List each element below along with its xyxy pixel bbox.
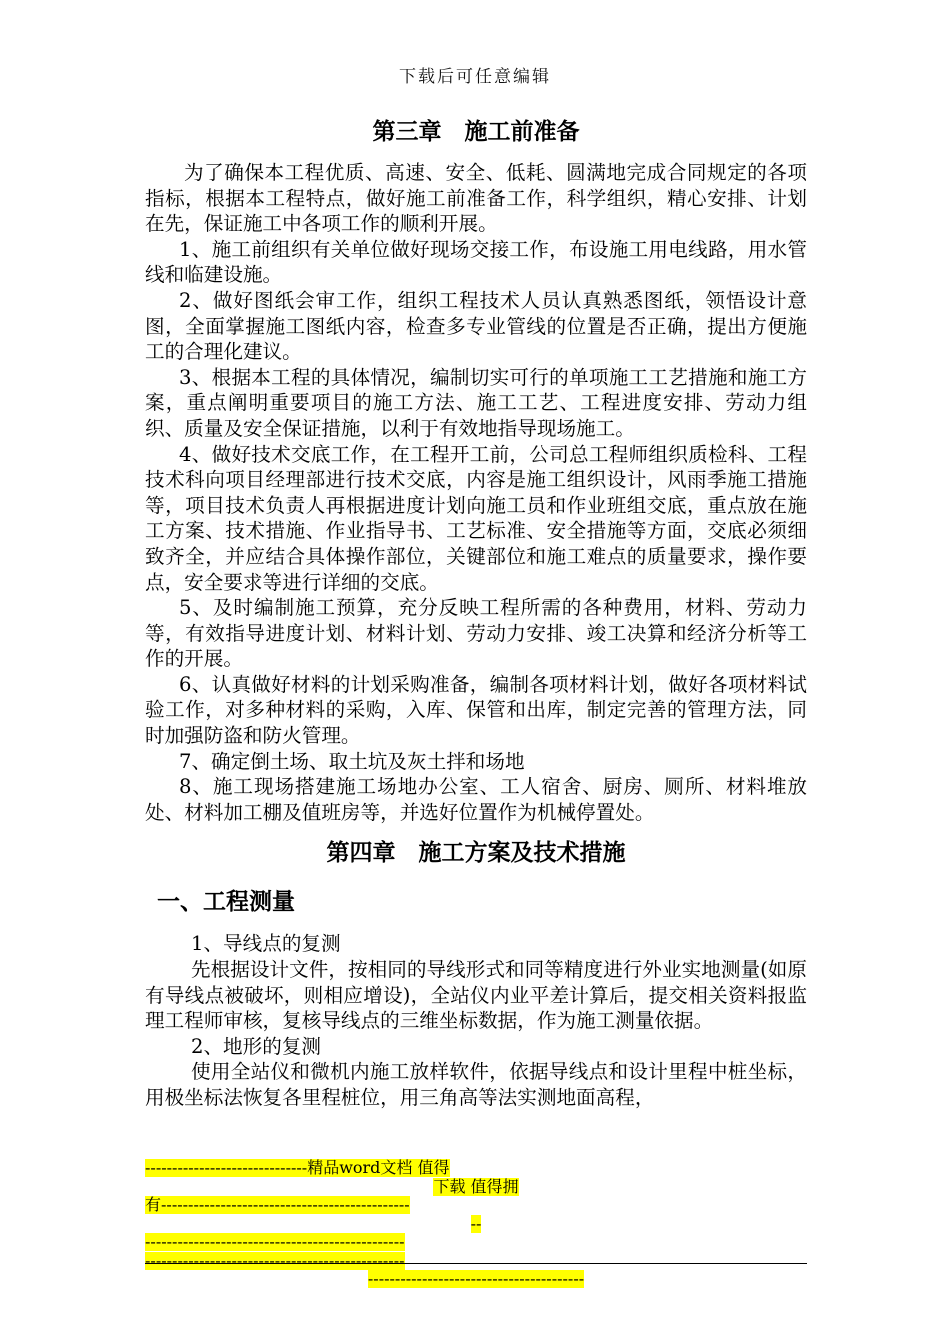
chapter-3-item-3: 3、根据本工程的具体情况，编制切实可行的单项施工工艺措施和施工方案，重点阐明重要项目的施工方法、施工工艺、工程进度安排、劳动力组织、质量及安全保证措施，以利于有效地指导现场施工。 [145, 365, 807, 440]
subsection-2-body: 使用全站仪和微机内施工放样软件，依据导线点和设计里程中桩坐标，用极坐标法恢复各里程桩位，用三角高等法实测地面高程， [145, 1060, 807, 1109]
chapter-3-item-4: 4、做好技术交底工作，在工程开工前，公司总工程师组织质检科、工程技术科向项目经理部进行技术交底，内容是施工组织设计，风雨季施工措施等，项目技术负责人再根据进度计划向施工员和作业班组交底，重点放在施工方案、技术措施、作业指导书、工艺标准、安全措施等方面，交底必须细致齐全，并应结合具体操作部位，关键部位和施工难点的质量要求，操作要点，安全要求等进行详细的交底。 [145, 442, 807, 594]
chapter-3-item-5: 5、及时编制施工预算，充分反映工程所需的各种费用，材料、劳动力等，有效指导进度计划、材料计划、劳动力安排、竣工决算和经济分析等工作的开展。 [145, 596, 807, 671]
subsection-1-body: 先根据设计文件，按相同的导线形式和同等精度进行外业实地测量(如原有导线点被破坏，则相应增设)，全站仪内业平差计算后，提交相关资料报监理工程师审核，复核导线点的三维坐标数据，作为施工测量依据。 [145, 958, 807, 1033]
banner-line-6: ------------------------------------------------ [145, 1251, 405, 1270]
banner-line-5: ------------------------------------------------ [145, 1233, 405, 1251]
chapter-3-title: 第三章 施工前准备 [372, 119, 580, 145]
banner-line-3: 有---------------------------------------------- [145, 1196, 410, 1214]
chapter-3-item-7: 7、确定倒土场、取土坑及灰土拌和场地 [179, 749, 525, 773]
banner-line-1: ------------------------------精品word文档 值得 [145, 1159, 450, 1177]
document-body [145, 118, 807, 1111]
banner-line-2: 下载 值得拥 [433, 1177, 519, 1196]
page-header: 下载后可任意编辑 [399, 67, 551, 87]
chapter-3-item-2: 2、做好图纸会审工作，组织工程技术人员认真熟悉图纸，领悟设计意图，全面掌握施工图纸内容，检查多专业管线的位置是否正确，提出方便施工的合理化建议。 [145, 288, 807, 364]
chapter-3-item-8: 8、施工现场搭建施工场地办公室、工人宿舍、厨房、厕所、材料堆放处、材料加工棚及值班房等，并选好位置作为机械停置处。 [145, 775, 807, 824]
watermark-banner [145, 1159, 807, 1289]
subsection-2-title: 2、地形的复测 [191, 1034, 322, 1058]
chapter-4-title: 第四章 施工方案及技术措施 [326, 840, 626, 867]
footer-divider [145, 1263, 807, 1264]
banner-line-4: -- [470, 1214, 482, 1233]
chapter-3-item-6: 6、认真做好材料的计划采购准备，编制各项材料计划，做好各项材料试验工作，对多种材料的采购，入库、保管和出库，制定完善的管理方法，同时加强防盗和防火管理。 [145, 672, 807, 748]
section-1-title: 一、工程测量 [157, 889, 295, 916]
chapter-3-item-1: 1、施工前组织有关单位做好现场交接工作，布设施工用电线路，用水管线和临建设施。 [145, 237, 807, 287]
chapter-3-intro: 为了确保本工程优质、高速、安全、低耗、圆满地完成合同规定的各项指标，根据本工程特点，做好施工前准备工作，科学组织，精心安排、计划在先，保证施工中各项工作的顺利开展。 [145, 161, 807, 236]
subsection-1-title: 1、导线点的复测 [191, 932, 341, 956]
banner-line-7: ---------------------------------------- [367, 1270, 585, 1288]
